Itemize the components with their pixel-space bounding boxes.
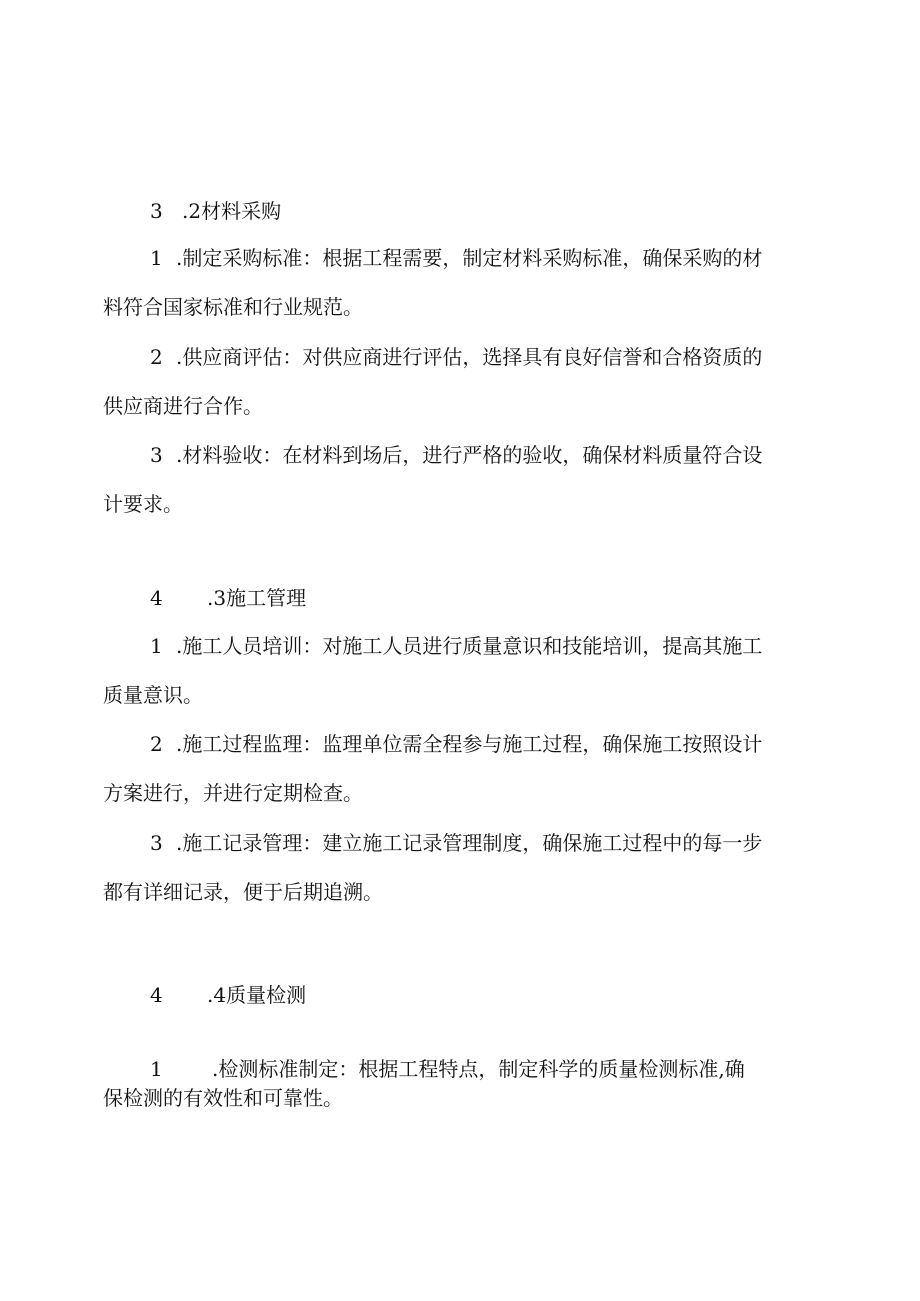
item-text: 都有详细记录，便于后期追溯。 xyxy=(103,880,383,904)
item-number: 1 xyxy=(150,1057,163,1081)
item-text: .施工人员培训：对施工人员进行质量意识和技能培训，提高其施工 xyxy=(176,634,763,658)
item-number: 3 xyxy=(150,831,163,855)
item-number: 2 xyxy=(150,732,163,756)
item-number: 1 xyxy=(150,246,163,270)
heading-text: .4质量检测 xyxy=(207,983,307,1007)
item-number: 2 xyxy=(150,345,163,369)
heading-number: 3 xyxy=(150,199,163,223)
item-text: 供应商进行合作。 xyxy=(103,394,263,418)
item-text: 方案进行，并进行定期检查。 xyxy=(103,781,363,805)
item-number: 3 xyxy=(150,443,163,467)
heading-number: 4 xyxy=(150,586,163,610)
heading-text: .2材料采购 xyxy=(182,199,282,223)
item-text: 质量意识。 xyxy=(103,683,203,707)
heading-text: .3施工管理 xyxy=(207,586,307,610)
item-text: .施工过程监理：监理单位需全程参与施工过程，确保施工按照设计 xyxy=(176,732,763,756)
item-text: .检测标准制定：根据工程特点，制定科学的质量检测标准,确 xyxy=(212,1057,745,1081)
item-text: .施工记录管理：建立施工记录管理制度，确保施工过程中的每一步 xyxy=(176,831,763,855)
item-text: 计要求。 xyxy=(103,492,183,516)
item-text: 保检测的有效性和可靠性。 xyxy=(103,1086,343,1110)
item-text: .材料验收：在材料到场后，进行严格的验收，确保材料质量符合设 xyxy=(176,443,763,467)
heading-number: 4 xyxy=(150,983,163,1007)
item-text: 料符合国家标准和行业规范。 xyxy=(103,295,363,319)
item-number: 1 xyxy=(150,634,163,658)
item-text: .制定采购标准：根据工程需要，制定材料采购标准，确保采购的材 xyxy=(176,246,763,270)
item-text: .供应商评估：对供应商进行评估，选择具有良好信誉和合格资质的 xyxy=(176,345,763,369)
